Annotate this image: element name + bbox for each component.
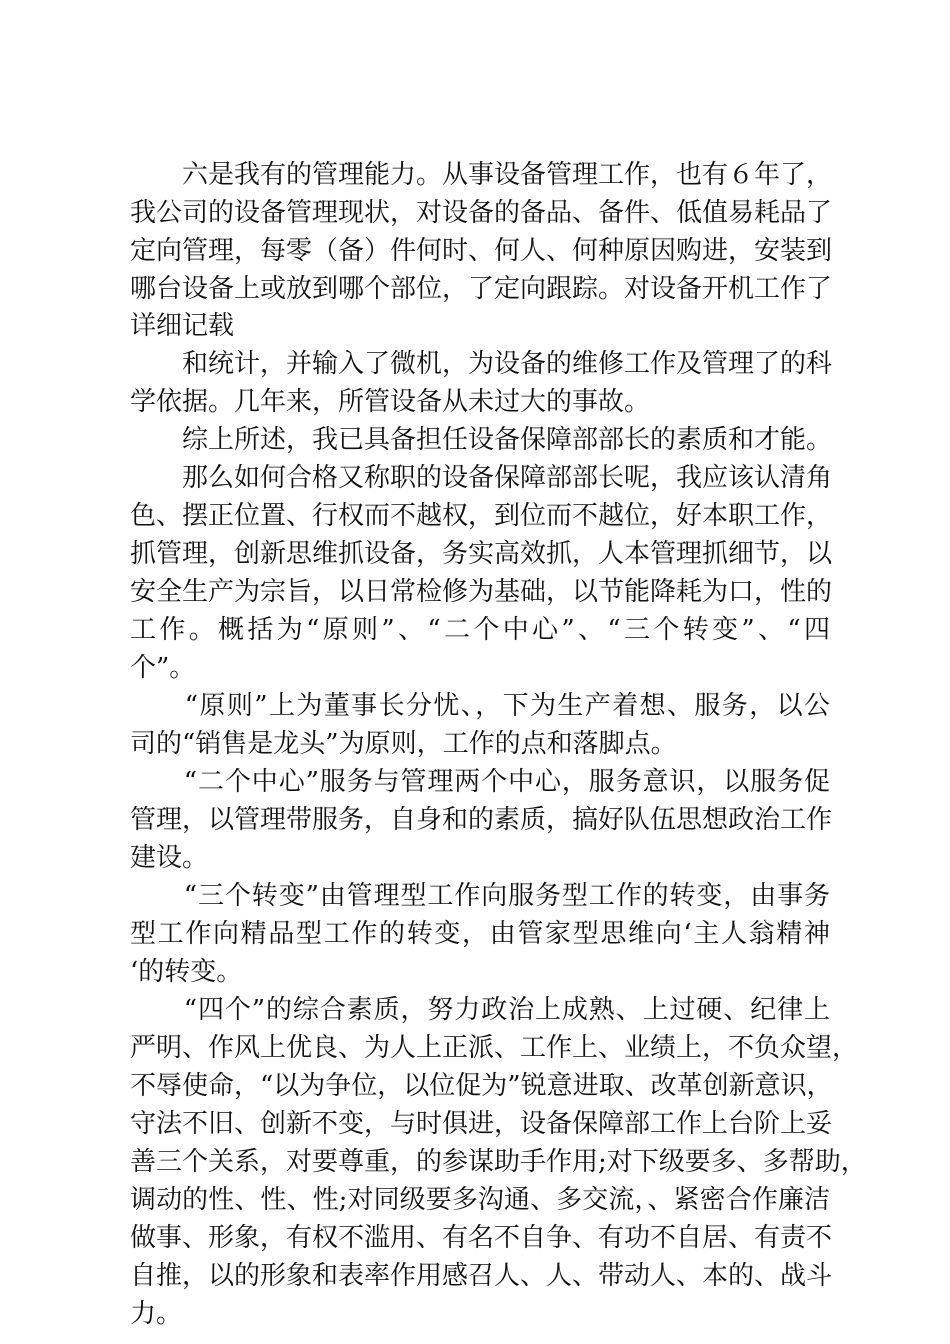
text-line: “二个中心”服务与管理两个中心，服务意识，以服务促 xyxy=(130,767,830,797)
text-line: 自推，以的形象和表率作用感召人、人、带动人、本的、战斗 xyxy=(130,1261,833,1291)
text-line: 综上所述，我已具备担任设备保障部部长的素质和才能。 xyxy=(130,425,833,455)
text-line: 调动的性、性、性;对同级要多沟通、多交流，、紧密合作廉洁 xyxy=(130,1185,830,1215)
text-line: 六是我有的管理能力。从事设备管理工作，也有６年了， xyxy=(130,160,833,190)
text-line: ‘的转变。 xyxy=(130,957,243,987)
text-line: 司的“销售是龙头”为原则，工作的点和落脚点。 xyxy=(130,729,677,759)
text-line: 个”。 xyxy=(130,653,196,683)
text-line: 那么如何合格又称职的设备保障部部长呢，我应该认清角 xyxy=(130,463,833,493)
text-line: 管理，以管理带服务，自身和的素质，搞好队伍思想政治工作 xyxy=(130,805,833,835)
text-line: “原则”上为董事长分忧、，下为生产着想、服务，以公 xyxy=(130,691,830,721)
text-line: 色、摆正位置、行权而不越权，到位而不越位，好本职工作， xyxy=(130,501,833,531)
text-line: 建设。 xyxy=(130,843,209,873)
text-line: “四个”的综合素质，努力政治上成熟、上过硬、纪律上 xyxy=(130,995,830,1025)
text-line: 和统计，并输入了微机，为设备的维修工作及管理了的科 xyxy=(130,349,833,379)
text-line: 定向管理，每零（备）件何时、何人、何种原因购进，安装到 xyxy=(130,236,833,266)
text-line: 善三个关系，对要尊重，的参谋助手作用;对下级要多、多帮助， xyxy=(130,1147,867,1177)
text-line: 哪台设备上或放到哪个部位，了定向跟踪。对设备开机工作了 xyxy=(130,274,833,304)
text-line: 工作。概括为“原则”、“二个中心”、“三个转变”、“四 xyxy=(130,615,830,645)
text-line: 不辱使命，“以为争位，以位促为”锐意进取、改革创新意识， xyxy=(130,1071,833,1101)
text-line: 严明、作风上优良、为人上正派、工作上、业绩上，不负众望， xyxy=(130,1033,859,1063)
text-line: 力。 xyxy=(130,1299,183,1329)
text-line: 学依据。几年来，所管设备从未过大的事故。 xyxy=(130,387,651,417)
text-line: 抓管理，创新思维抓设备，务实高效抓，人本管理抓细节，以 xyxy=(130,539,833,569)
text-line: 守法不旧、创新不变，与时俱进，设备保障部工作上台阶上妥 xyxy=(130,1109,833,1139)
text-line: “三个转变”由管理型工作向服务型工作的转变，由事务 xyxy=(130,881,830,911)
text-line: 详细记载 xyxy=(130,311,235,341)
text-line: 安全生产为宗旨，以日常检修为基础，以节能降耗为口，性的 xyxy=(130,577,833,607)
text-line: 型工作向精品型工作的转变，由管家型思维向‘主人翁精神 xyxy=(130,919,830,949)
text-line: 我公司的设备管理现状，对设备的备品、备件、低值易耗品了 xyxy=(130,198,833,228)
text-line: 做事、形象，有权不滥用、有名不自争、有功不自居、有责不 xyxy=(130,1223,833,1253)
